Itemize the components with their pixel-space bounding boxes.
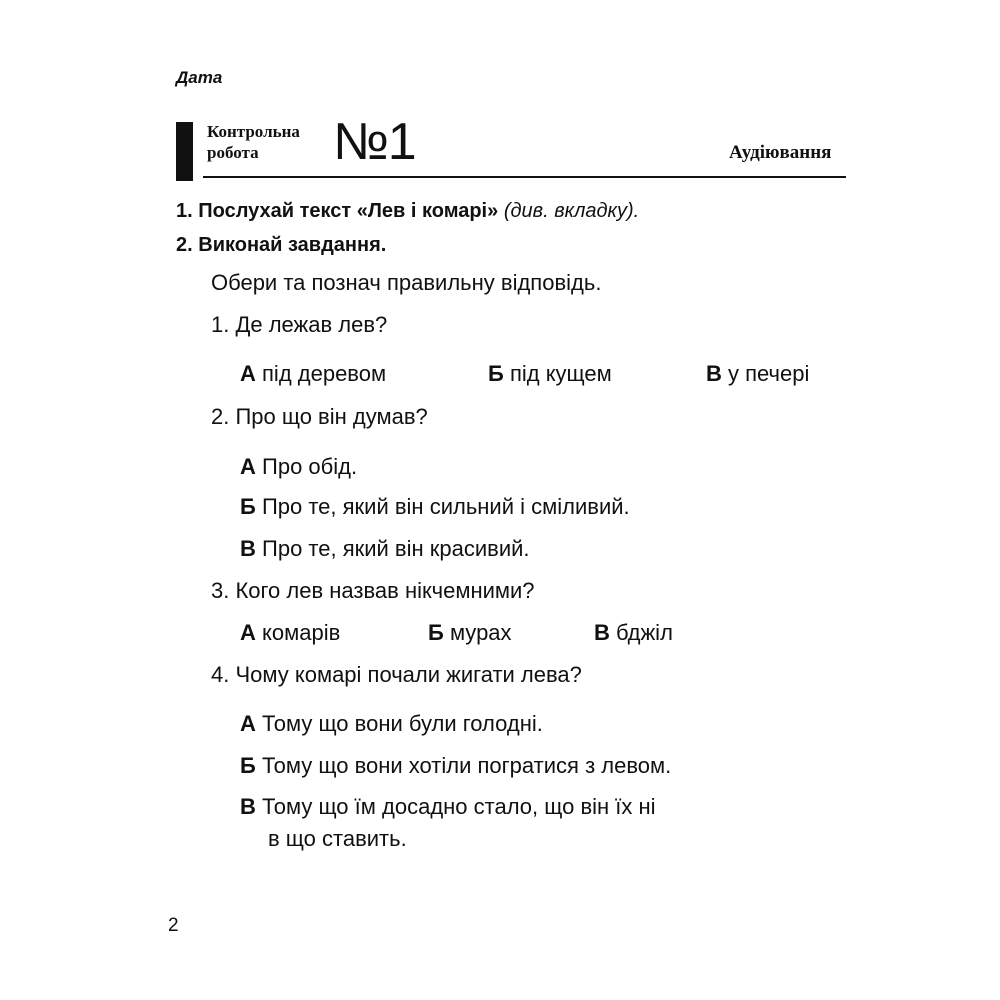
task-1-text: Послухай текст «Лев і комарі»: [198, 200, 499, 222]
option-text: Тому що їм досадно стало, що він їх ні: [262, 794, 656, 819]
option-text: під кущем: [509, 361, 612, 386]
option-text: Про те, який він сильний і сміливий.: [261, 494, 630, 519]
test-label-line1: Контрольна: [207, 122, 300, 141]
question-3-option-a: [240, 620, 340, 646]
test-label-line2: робота: [207, 143, 259, 162]
option-letter: А: [240, 711, 256, 736]
question-3-option-b: [428, 620, 512, 646]
option-letter: Б: [428, 620, 444, 645]
option-letter: Б: [488, 361, 504, 386]
page-number: 2: [168, 915, 179, 936]
task-2: [176, 234, 386, 257]
date-label: Дата: [176, 68, 223, 87]
question-4-option-b: [240, 753, 671, 779]
question-2-option-a: [240, 454, 357, 480]
option-letter: Б: [240, 494, 256, 519]
question-4: 4. Чому комарі почали жигати лева?: [211, 662, 582, 687]
option-letter: В: [706, 361, 722, 386]
question-2-option-b: [240, 494, 630, 520]
option-letter: В: [240, 794, 256, 819]
option-text: під деревом: [262, 361, 387, 386]
task-1: [176, 200, 639, 223]
task-2-number: 2.: [176, 234, 193, 256]
option-letter: Б: [240, 753, 256, 778]
option-text: Про те, який він красивий.: [262, 536, 530, 561]
option-letter: А: [240, 361, 256, 386]
option-text: комарів: [262, 620, 341, 645]
question-1-option-c: [706, 361, 809, 387]
test-label: [207, 121, 300, 163]
option-text: Тому що вони хотіли погратися з левом.: [261, 753, 672, 778]
question-2-option-c: [240, 536, 530, 562]
instruction: Обери та познач правильну відповідь.: [211, 270, 602, 295]
option-text: мурах: [449, 620, 512, 645]
header-black-bar: [176, 122, 193, 181]
option-text: бджіл: [616, 620, 673, 645]
option-text: у печері: [728, 361, 810, 386]
option-letter: В: [240, 536, 256, 561]
question-4-option-a: [240, 711, 543, 737]
section-title: Аудіювання: [729, 142, 832, 163]
question-3-option-c: [594, 620, 673, 646]
task-2-text: Виконай завдання.: [198, 234, 387, 256]
task-1-note: (див. вкладку).: [503, 200, 640, 222]
question-4-option-c-continued: в що ставить.: [268, 826, 407, 851]
question-1: 1. Де лежав лев?: [211, 312, 388, 337]
option-letter: В: [594, 620, 610, 645]
option-letter: А: [240, 454, 256, 479]
option-text: Про обід.: [262, 454, 358, 479]
question-3: 3. Кого лев назвав нікчемними?: [211, 578, 535, 603]
header-rule: [203, 176, 846, 178]
task-1-number: 1.: [176, 200, 193, 222]
option-text: Тому що вони були голодні.: [262, 711, 543, 736]
question-4-option-c: [240, 794, 656, 820]
question-2: 2. Про що він думав?: [211, 404, 428, 429]
option-letter: А: [240, 620, 256, 645]
test-number: №1: [333, 113, 416, 171]
question-1-option-b: [488, 361, 612, 387]
question-1-option-a: [240, 361, 386, 387]
